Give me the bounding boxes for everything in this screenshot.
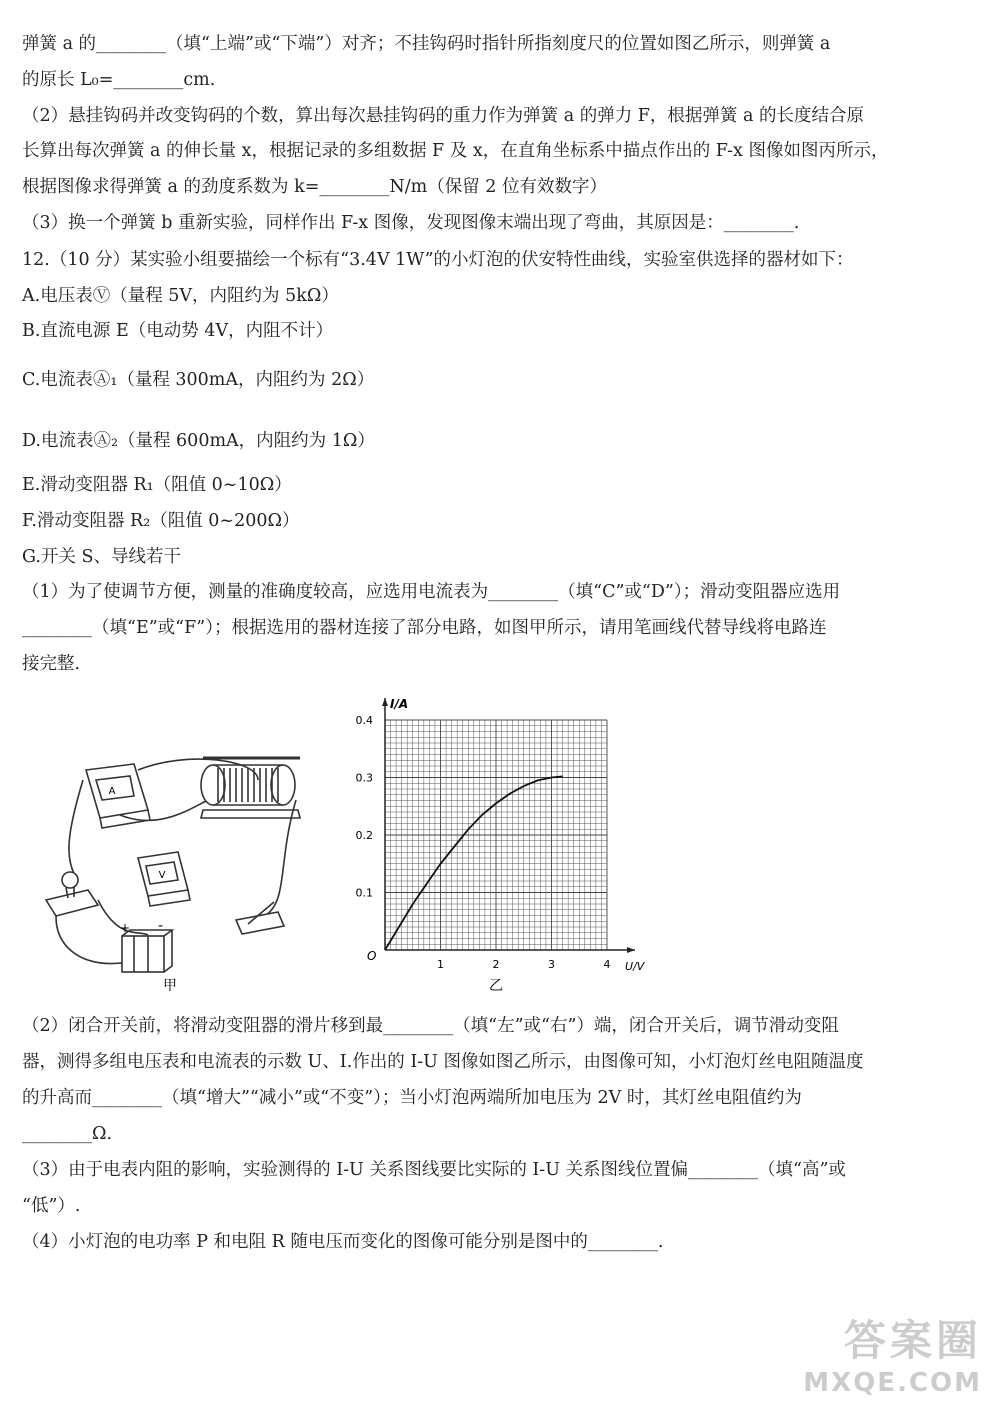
subquestion-2-cont: ________Ω.	[22, 1124, 113, 1144]
option-d: D.电流表Ⓐ₂（量程 600mA，内阻约为 1Ω）	[22, 431, 375, 451]
battery-plus-sign: +	[120, 921, 131, 935]
origin-label: O	[367, 949, 377, 963]
subquestion-3: （3）由于电表内阻的影响，实验测得的 I-U 关系图线要比实际的 I-U 关系图线位置偏________（填“高”或	[22, 1160, 846, 1180]
y-tick-label: 0.3	[355, 771, 373, 785]
y-tick-label: 0.2	[355, 829, 373, 842]
option-g: G.开关 S、导线若干	[22, 547, 181, 567]
figure-caption-jia: 甲	[163, 978, 177, 994]
subquestion-3-cont: “低”）.	[22, 1196, 81, 1216]
y-tick-label: 0.4	[355, 714, 373, 727]
subquestion-1: （1）为了使调节方便，测量的准确度较高，应选用电流表为________（填“C”或“D”）；滑动变阻器应选用	[22, 582, 841, 602]
subquestion-2-cont: 的升高而________（填“增大”“减小”或“不变”）；当小灯泡两端所加电压为 2V 时，其灯丝电阻值约为	[22, 1088, 802, 1108]
watermark-logo: 答案圈 MXQE.COM	[803, 1316, 982, 1398]
option-f: F.滑动变阻器 R₂（阻值 0~200Ω）	[22, 511, 300, 531]
text-line: （3）换一个弹簧 b 重新实验，同样作出 F-x 图像，发现图像末端出现了弯曲，其原因是：________.	[22, 213, 800, 233]
option-e: E.滑动变阻器 R₁（阻值 0~10Ω）	[22, 475, 292, 495]
ammeter-letter: A	[108, 786, 116, 797]
text-line: 长算出每次弹簧 a 的伸长量 x，根据记录的多组数据 F 及 x，在直角坐标系中描点作出的 F-x 图像如图丙所示，	[22, 141, 889, 161]
y-axis-label: I/A	[390, 697, 409, 711]
x-tick-label: 2	[492, 958, 500, 971]
option-b: B.直流电源 E（电动势 4V，内阻不计）	[22, 321, 334, 341]
subquestion-2-cont: 器，测得多组电压表和电流表的示数 U、I.作出的 I-U 图像如图乙所示，由图像可知，小灯泡灯丝电阻随温度	[22, 1052, 864, 1072]
iu-chart-yi	[340, 690, 660, 1000]
subquestion-2: （2）闭合开关前，将滑动变阻器的滑片移到最________（填“左”或“右”）端，闭合开关后，调节滑动变阻	[22, 1016, 839, 1036]
x-axis-label: U/V	[625, 960, 645, 973]
y-tick-label: 0.1	[355, 886, 373, 900]
text-line: 的原长 L₀=________cm.	[22, 70, 216, 90]
text-line: 根据图像求得弹簧 a 的劲度系数为 k=________N/m（保留 2 位有效数字）	[22, 177, 607, 197]
x-axis-arrow	[627, 947, 635, 953]
x-tick-label: 3	[548, 958, 555, 971]
question-12-stem: 12.（10 分）某实验小组要描绘一个标有“3.4V 1W”的小灯泡的伏安特性曲线，实验室供选择的器材如下：	[22, 250, 854, 270]
y-axis-arrow	[382, 698, 388, 706]
voltmeter-letter: V	[158, 870, 166, 881]
subquestion-1-cont: ________（填“E”或“F”）；根据选用的器材连接了部分电路，如图甲所示，请用笔画线代替导线将电路连	[22, 618, 827, 638]
option-c: C.电流表Ⓐ₁（量程 300mA，内阻约为 2Ω）	[22, 370, 375, 390]
circuit-figure-jia	[38, 740, 318, 995]
figure-caption-yi: 乙	[489, 978, 503, 994]
subquestion-4: （4）小灯泡的电功率 P 和电阻 R 随电压而变化的图像可能分别是图中的________.	[22, 1232, 664, 1252]
option-a: A.电压表Ⓥ（量程 5V，内阻约为 5kΩ）	[22, 286, 339, 306]
text-line: 弹簧 a 的________（填“上端”或“下端”）对齐；不挂钩码时指针所指刻度尺的位置如图乙所示，则弹簧 a	[22, 34, 831, 54]
x-tick-label: 1	[437, 958, 444, 971]
battery-minus-sign: -	[158, 918, 164, 934]
subquestion-1-cont: 接完整.	[22, 654, 81, 674]
x-tick-label: 4	[603, 958, 611, 971]
text-line: （2）悬挂钩码并改变钩码的个数，算出每次悬挂钩码的重力作为弹簧 a 的弹力 F，根据弹簧 a 的长度结合原	[22, 106, 864, 126]
